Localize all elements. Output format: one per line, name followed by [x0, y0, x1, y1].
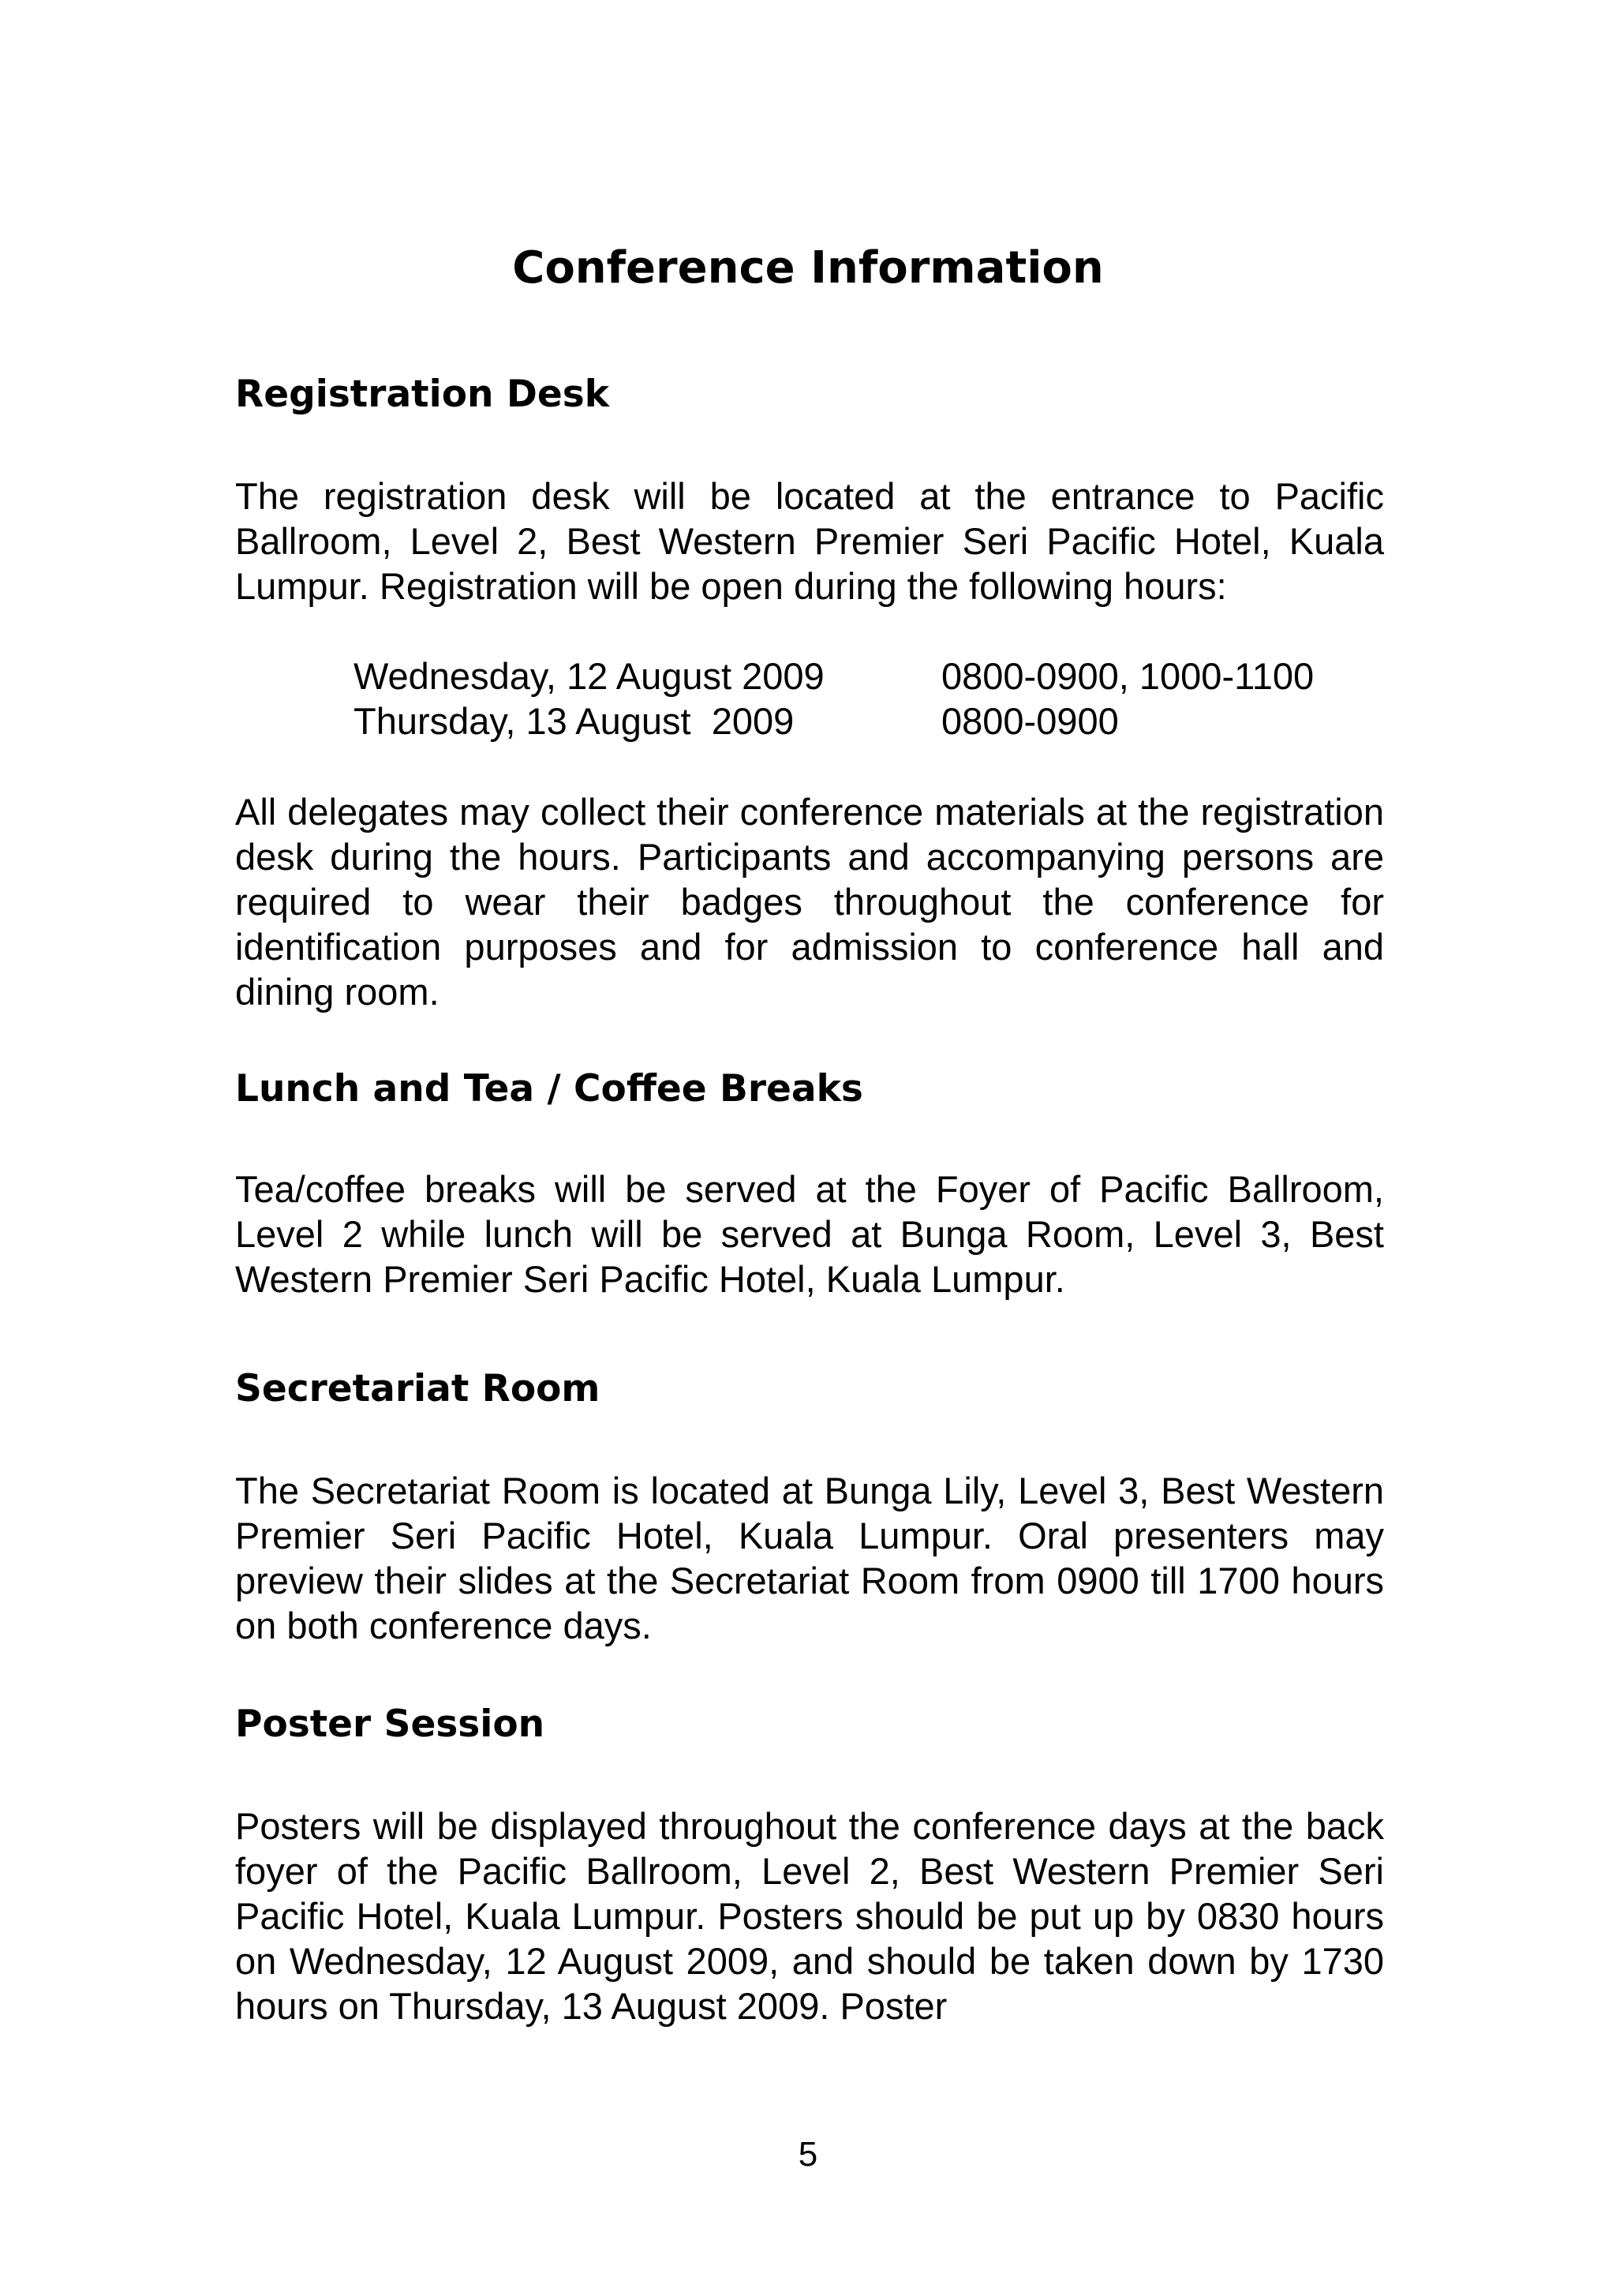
- registration-note-paragraph: All delegates may collect their conference materials at the registration desk during the hours. Participants and accompanying persons are required to wear their badges throughout the conference for identification purposes and for admission to conference hall and dining room.: [235, 791, 1384, 1013]
- page-number: 5: [798, 2135, 818, 2174]
- secretariat-room-heading: Secretariat Room: [235, 1367, 600, 1410]
- registration-day: Wednesday, 12 August 2009: [354, 655, 825, 697]
- secretariat-room-paragraph: The Secretariat Room is located at Bunga Lily, Level 3, Best Western Premier Seri Pacific Hotel, Kuala Lumpur. Oral presenters may preview their slides at the Secretariat Room from 0900 till 1700 hours on both conference days.: [235, 1470, 1384, 1646]
- registration-hours-row: [354, 654, 1314, 699]
- registration-time: 0800-0900: [941, 700, 1119, 742]
- registration-time: 0800-0900, 1000-1100: [941, 655, 1315, 697]
- registration-intro-paragraph: The registration desk will be located at the entrance to Pacific Ballroom, Level 2, Best Western Premier Seri Pacific Hotel, Kuala Lumpur. Registration will be open during the following hours:: [235, 475, 1384, 607]
- poster-session-paragraph: Posters will be displayed throughout the conference days at the back foyer of the Pacific Ballroom, Level 2, Best Western Premier Seri Pacific Hotel, Kuala Lumpur. Posters should be put up by 0830 hours on Wednesday, 12 August 2009, and should be taken down by 1730 hours on Thursday, 13 August 2009. Poster: [235, 1805, 1384, 2027]
- registration-hours-table: [354, 654, 1314, 743]
- registration-desk-heading: Registration Desk: [235, 373, 609, 416]
- lunch-breaks-heading: Lunch and Tea / Coffee Breaks: [235, 1067, 863, 1111]
- registration-day: Thursday, 13 August 2009: [354, 700, 795, 742]
- page-title: Conference Information: [512, 242, 1104, 294]
- registration-hours-row: [354, 699, 1314, 743]
- lunch-breaks-paragraph: Tea/coffee breaks will be served at the Foyer of Pacific Ballroom, Level 2 while lunch will be served at Bunga Room, Level 3, Best Western Premier Seri Pacific Hotel, Kuala Lumpur.: [235, 1168, 1384, 1300]
- poster-session-heading: Poster Session: [235, 1702, 545, 1746]
